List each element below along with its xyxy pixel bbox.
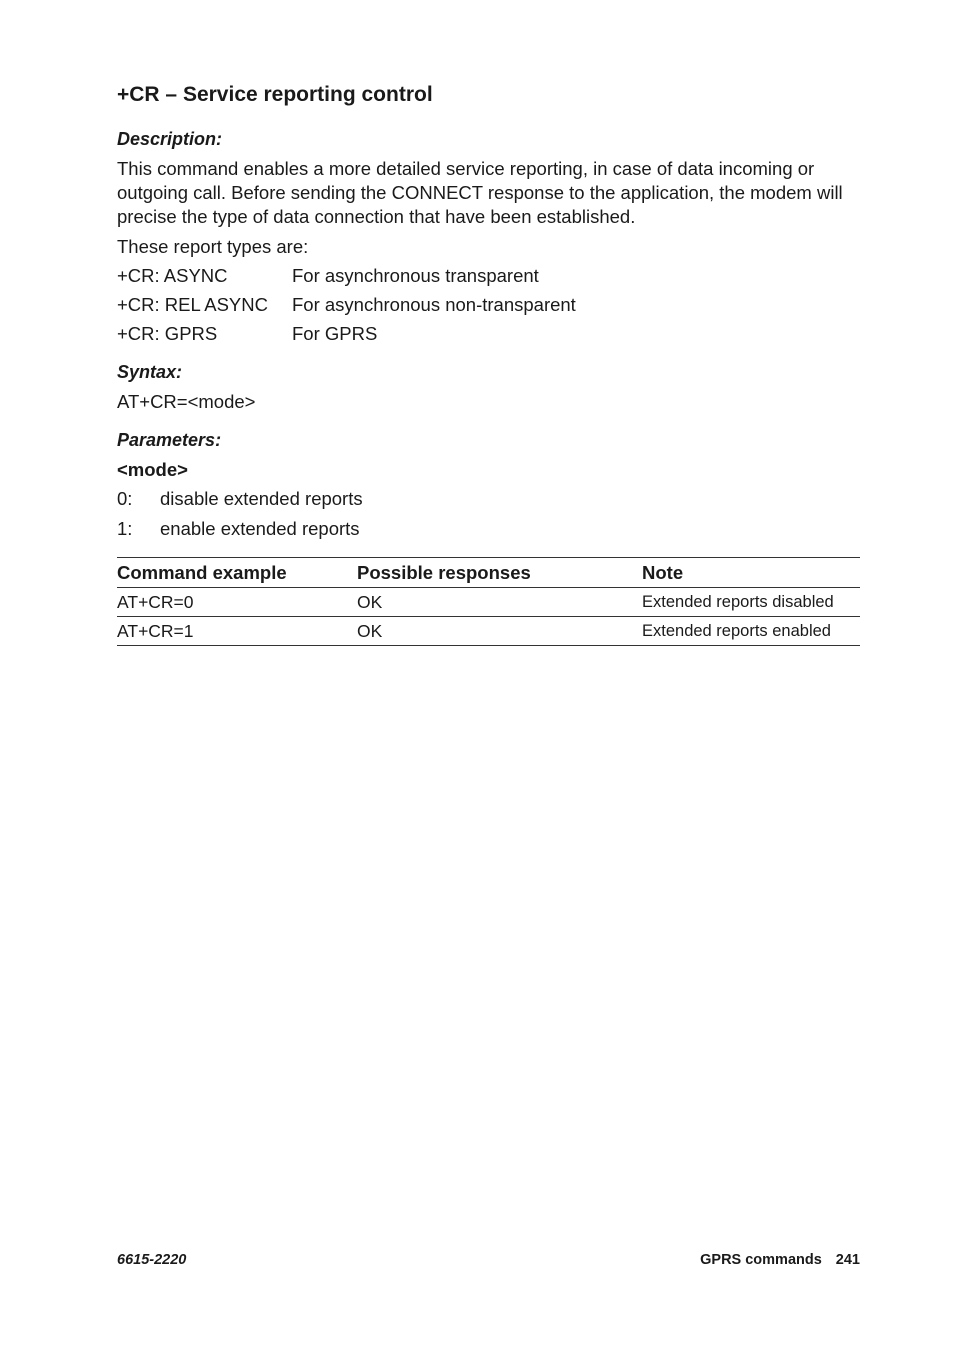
table-header-cell: Command example bbox=[117, 558, 357, 588]
parameter-value-key: 1: bbox=[117, 518, 133, 539]
parameter-value-desc: disable extended reports bbox=[160, 488, 363, 509]
footer-section-page bbox=[700, 1252, 860, 1268]
parameters-label: Parameters: bbox=[117, 430, 222, 450]
table-cell: OK bbox=[357, 620, 383, 641]
report-type-code: +CR: REL ASYNC bbox=[117, 294, 268, 315]
report-type-desc: For GPRS bbox=[292, 323, 378, 344]
table-cell: Extended reports disabled bbox=[642, 588, 860, 617]
syntax-label: Syntax: bbox=[117, 362, 183, 382]
parameter-value-key: 0: bbox=[117, 488, 133, 509]
command-example-table bbox=[117, 557, 860, 646]
footer-doc-number: 6615-2220 bbox=[117, 1252, 187, 1268]
description-label: Description: bbox=[117, 129, 223, 149]
parameter-name: <mode> bbox=[117, 459, 188, 480]
footer-page-number: 241 bbox=[835, 1252, 860, 1268]
table-cell: Extended reports enabled bbox=[642, 621, 831, 640]
report-type-desc: For asynchronous transparent bbox=[292, 265, 539, 286]
table-cell: AT+CR=0 bbox=[117, 588, 357, 617]
page-title: +CR – Service reporting control bbox=[117, 83, 433, 106]
report-type-code: +CR: GPRS bbox=[117, 323, 218, 344]
table-header-cell: Note bbox=[642, 558, 860, 588]
table-row bbox=[117, 588, 860, 617]
table-cell: AT+CR=1 bbox=[117, 620, 194, 641]
table-header-row bbox=[117, 558, 860, 588]
table-header-cell: Possible responses bbox=[357, 558, 642, 588]
table-cell: OK bbox=[357, 588, 642, 617]
footer-section: GPRS commands bbox=[700, 1252, 822, 1268]
parameter-value-desc: enable extended reports bbox=[160, 518, 360, 539]
syntax-text: AT+CR=<mode> bbox=[117, 391, 256, 412]
report-types-intro: These report types are: bbox=[117, 236, 309, 257]
table-row bbox=[117, 617, 860, 646]
report-type-code: +CR: ASYNC bbox=[117, 265, 228, 286]
report-type-desc: For asynchronous non-transparent bbox=[292, 294, 576, 315]
description-text: This command enables a more detailed service reporting, in case of data incoming or outgoing call. Before sending the CONNECT response to the application, the modem will precise the type of data connection that have been established. bbox=[117, 158, 843, 227]
